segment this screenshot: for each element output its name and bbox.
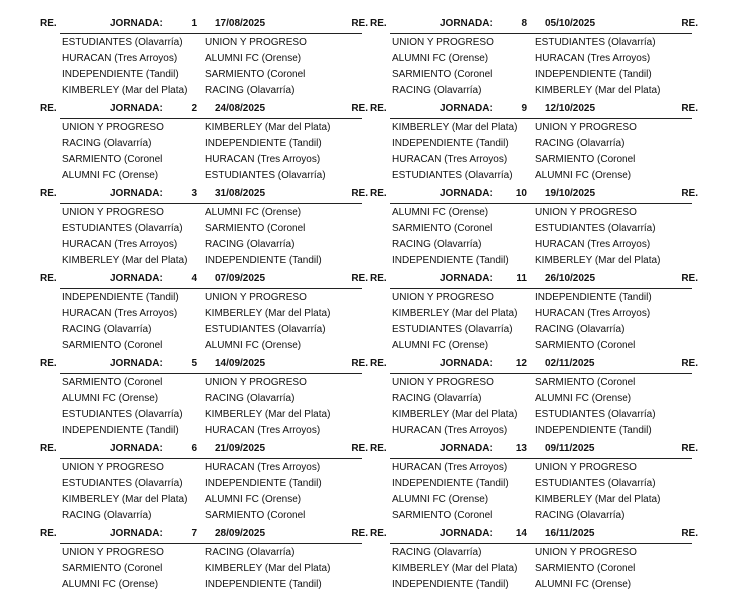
jornada-date: 19/10/2025: [545, 188, 596, 199]
away-team: SARMIENTO (Coronel: [535, 154, 636, 165]
jornada-header: [370, 102, 698, 116]
jornada-block: [370, 17, 698, 101]
re-label: RE.: [40, 103, 57, 114]
jornada-label: JORNADA:: [440, 528, 493, 539]
match-row: [62, 168, 368, 184]
home-team: SARMIENTO (Coronel: [392, 69, 493, 80]
home-team: ESTUDIANTES (Olavarría): [62, 223, 183, 234]
home-team: UNION Y PROGRESO: [62, 207, 164, 218]
jornada-header: [40, 102, 368, 116]
jornada-block: [370, 527, 698, 611]
away-team: KIMBERLEY (Mar del Plata): [205, 122, 331, 133]
jornada-number: 3: [191, 188, 197, 199]
home-team: SARMIENTO (Coronel: [392, 223, 493, 234]
jornada-header: [370, 187, 698, 201]
re-label: RE.: [370, 103, 387, 114]
match-row: [392, 391, 698, 407]
away-team: RACING (Olavarría): [535, 510, 625, 521]
match-row: [392, 290, 698, 306]
match-list: [62, 205, 368, 269]
match-list: [62, 35, 368, 99]
away-team: ESTUDIANTES (Olavarría): [535, 478, 656, 489]
jornada-header: [370, 442, 698, 456]
jornada-label: JORNADA:: [110, 358, 163, 369]
home-team: UNION Y PROGRESO: [392, 37, 494, 48]
home-team: SARMIENTO (Coronel: [62, 563, 163, 574]
re-label: RE.: [40, 528, 57, 539]
away-team: INDEPENDIENTE (Tandil): [535, 292, 652, 303]
away-team: SARMIENTO (Coronel: [205, 69, 306, 80]
match-list: [392, 35, 698, 99]
jornada-block: [40, 357, 368, 441]
home-team: ALUMNI FC (Orense): [392, 340, 489, 351]
re-label: RE.: [40, 358, 57, 369]
match-row: [62, 375, 368, 391]
jornada-date: 26/10/2025: [545, 273, 596, 284]
jornada-header: [40, 17, 368, 31]
match-row: [392, 492, 698, 508]
match-row: [62, 67, 368, 83]
match-row: [62, 508, 368, 524]
jornada-number: 1: [191, 18, 197, 29]
header-divider: [60, 458, 362, 459]
home-team: HURACAN (Tres Arroyos): [392, 425, 508, 436]
match-list: [392, 290, 698, 354]
header-divider: [390, 203, 692, 204]
match-row: [392, 67, 698, 83]
match-row: [392, 577, 698, 593]
home-team: ALUMNI FC (Orense): [62, 170, 159, 181]
re-label: RE.: [681, 273, 698, 284]
jornada-number: 11: [516, 273, 527, 284]
match-row: [62, 338, 368, 354]
home-team: ALUMNI FC (Orense): [392, 494, 489, 505]
home-team: ESTUDIANTES (Olavarría): [62, 37, 183, 48]
re-label: RE.: [40, 443, 57, 454]
match-list: [62, 460, 368, 524]
match-list: [392, 375, 698, 439]
jornada-label: JORNADA:: [110, 273, 163, 284]
away-team: KIMBERLEY (Mar del Plata): [205, 308, 331, 319]
away-team: INDEPENDIENTE (Tandil): [205, 138, 322, 149]
re-label: RE.: [370, 273, 387, 284]
jornada-label: JORNADA:: [110, 443, 163, 454]
home-team: ALUMNI FC (Orense): [392, 207, 489, 218]
home-team: ALUMNI FC (Orense): [392, 53, 489, 64]
match-row: [392, 508, 698, 524]
re-label: RE.: [370, 528, 387, 539]
home-team: ESTUDIANTES (Olavarría): [392, 324, 513, 335]
jornada-label: JORNADA:: [440, 103, 493, 114]
home-team: ESTUDIANTES (Olavarría): [62, 478, 183, 489]
jornada-block: [370, 442, 698, 526]
jornada-label: JORNADA:: [440, 358, 493, 369]
match-list: [62, 375, 368, 439]
header-divider: [390, 543, 692, 544]
away-team: ALUMNI FC (Orense): [535, 579, 632, 590]
re-label: RE.: [351, 358, 368, 369]
jornada-header: [40, 527, 368, 541]
away-team: HURACAN (Tres Arroyos): [205, 462, 321, 473]
jornada-date: 17/08/2025: [215, 18, 266, 29]
away-team: HURACAN (Tres Arroyos): [205, 154, 321, 165]
match-row: [392, 561, 698, 577]
match-row: [392, 221, 698, 237]
home-team: RACING (Olavarría): [392, 85, 482, 96]
match-row: [62, 407, 368, 423]
match-row: [62, 577, 368, 593]
home-team: RACING (Olavarría): [62, 510, 152, 521]
home-team: RACING (Olavarría): [392, 239, 482, 250]
home-team: INDEPENDIENTE (Tandil): [392, 255, 509, 266]
jornada-number: 8: [521, 18, 527, 29]
jornada-number: 2: [191, 103, 197, 114]
jornada-date: 12/10/2025: [545, 103, 596, 114]
away-team: RACING (Olavarría): [205, 547, 295, 558]
header-divider: [60, 33, 362, 34]
header-divider: [60, 203, 362, 204]
home-team: SARMIENTO (Coronel: [62, 154, 163, 165]
match-row: [62, 237, 368, 253]
away-team: KIMBERLEY (Mar del Plata): [205, 563, 331, 574]
away-team: SARMIENTO (Coronel: [535, 563, 636, 574]
re-label: RE.: [40, 273, 57, 284]
away-team: SARMIENTO (Coronel: [205, 223, 306, 234]
home-team: UNION Y PROGRESO: [62, 462, 164, 473]
jornada-label: JORNADA:: [440, 273, 493, 284]
re-label: RE.: [681, 103, 698, 114]
jornada-block: [40, 102, 368, 186]
home-team: RACING (Olavarría): [392, 393, 482, 404]
match-row: [392, 152, 698, 168]
away-team: UNION Y PROGRESO: [535, 122, 637, 133]
home-team: KIMBERLEY (Mar del Plata): [392, 122, 518, 133]
home-team: ALUMNI FC (Orense): [62, 579, 159, 590]
jornada-date: 28/09/2025: [215, 528, 266, 539]
away-team: RACING (Olavarría): [535, 138, 625, 149]
match-list: [392, 545, 698, 593]
header-divider: [60, 543, 362, 544]
jornada-header: [40, 357, 368, 371]
away-team: SARMIENTO (Coronel: [205, 510, 306, 521]
away-team: HURACAN (Tres Arroyos): [535, 53, 651, 64]
match-row: [392, 322, 698, 338]
match-list: [392, 205, 698, 269]
away-team: SARMIENTO (Coronel: [535, 377, 636, 388]
jornada-header: [370, 17, 698, 31]
header-divider: [60, 373, 362, 374]
away-team: HURACAN (Tres Arroyos): [205, 425, 321, 436]
away-team: INDEPENDIENTE (Tandil): [535, 425, 652, 436]
away-team: ALUMNI FC (Orense): [535, 170, 632, 181]
match-row: [62, 205, 368, 221]
match-row: [392, 205, 698, 221]
home-team: ESTUDIANTES (Olavarría): [62, 409, 183, 420]
away-team: KIMBERLEY (Mar del Plata): [535, 255, 661, 266]
away-team: RACING (Olavarría): [205, 393, 295, 404]
match-list: [392, 460, 698, 524]
re-label: RE.: [681, 358, 698, 369]
home-team: KIMBERLEY (Mar del Plata): [62, 494, 188, 505]
match-list: [62, 290, 368, 354]
jornada-header: [370, 272, 698, 286]
jornada-block: [370, 357, 698, 441]
away-team: RACING (Olavarría): [535, 324, 625, 335]
away-team: UNION Y PROGRESO: [205, 292, 307, 303]
jornada-number: 14: [515, 528, 527, 539]
jornada-header: [40, 272, 368, 286]
away-team: INDEPENDIENTE (Tandil): [205, 579, 322, 590]
match-row: [392, 476, 698, 492]
jornada-number: 13: [515, 443, 527, 454]
away-team: ESTUDIANTES (Olavarría): [535, 409, 656, 420]
jornada-number: 4: [191, 273, 197, 284]
re-label: RE.: [681, 443, 698, 454]
re-label: RE.: [681, 18, 698, 29]
home-team: HURACAN (Tres Arroyos): [392, 154, 508, 165]
jornada-date: 05/10/2025: [545, 18, 596, 29]
away-team: HURACAN (Tres Arroyos): [535, 239, 651, 250]
re-label: RE.: [681, 188, 698, 199]
jornada-date: 31/08/2025: [215, 188, 266, 199]
home-team: SARMIENTO (Coronel: [62, 340, 163, 351]
match-row: [62, 221, 368, 237]
away-team: ALUMNI FC (Orense): [535, 393, 632, 404]
jornada-label: JORNADA:: [110, 528, 163, 539]
jornada-block: [40, 272, 368, 356]
away-team: ESTUDIANTES (Olavarría): [205, 324, 326, 335]
match-row: [62, 476, 368, 492]
away-team: INDEPENDIENTE (Tandil): [205, 255, 322, 266]
away-team: UNION Y PROGRESO: [535, 547, 637, 558]
match-row: [392, 338, 698, 354]
match-row: [62, 152, 368, 168]
jornada-block: [40, 442, 368, 526]
jornada-date: 02/11/2025: [545, 358, 595, 369]
match-row: [62, 253, 368, 269]
header-divider: [60, 118, 362, 119]
jornada-date: 09/11/2025: [545, 443, 595, 454]
away-team: ESTUDIANTES (Olavarría): [535, 223, 656, 234]
home-team: KIMBERLEY (Mar del Plata): [62, 255, 188, 266]
away-team: KIMBERLEY (Mar del Plata): [535, 85, 661, 96]
home-team: RACING (Olavarría): [392, 547, 482, 558]
jornada-number: 10: [515, 188, 527, 199]
jornada-label: JORNADA:: [440, 188, 493, 199]
jornada-date: 14/09/2025: [215, 358, 266, 369]
match-row: [392, 545, 698, 561]
match-row: [392, 423, 698, 439]
home-team: INDEPENDIENTE (Tandil): [62, 425, 179, 436]
home-team: KIMBERLEY (Mar del Plata): [392, 308, 518, 319]
match-row: [62, 492, 368, 508]
jornada-block: [40, 527, 368, 611]
match-row: [62, 51, 368, 67]
away-team: RACING (Olavarría): [205, 239, 295, 250]
match-row: [392, 460, 698, 476]
jornada-label: JORNADA:: [110, 103, 163, 114]
match-row: [392, 83, 698, 99]
match-row: [62, 120, 368, 136]
home-team: HURACAN (Tres Arroyos): [62, 239, 178, 250]
match-row: [62, 136, 368, 152]
home-team: INDEPENDIENTE (Tandil): [392, 579, 509, 590]
match-list: [392, 120, 698, 184]
away-team: INDEPENDIENTE (Tandil): [205, 478, 322, 489]
away-team: ALUMNI FC (Orense): [205, 494, 302, 505]
home-team: RACING (Olavarría): [62, 138, 152, 149]
match-row: [62, 561, 368, 577]
home-team: UNION Y PROGRESO: [392, 377, 494, 388]
home-team: KIMBERLEY (Mar del Plata): [392, 409, 518, 420]
away-team: ESTUDIANTES (Olavarría): [535, 37, 656, 48]
re-label: RE.: [351, 528, 368, 539]
re-label: RE.: [351, 18, 368, 29]
re-label: RE.: [370, 188, 387, 199]
match-row: [62, 545, 368, 561]
home-team: SARMIENTO (Coronel: [62, 377, 163, 388]
home-team: SARMIENTO (Coronel: [392, 510, 493, 521]
away-team: SARMIENTO (Coronel: [535, 340, 636, 351]
match-row: [392, 168, 698, 184]
away-team: INDEPENDIENTE (Tandil): [535, 69, 652, 80]
match-row: [62, 290, 368, 306]
jornada-number: 7: [191, 528, 197, 539]
match-row: [62, 306, 368, 322]
jornada-date: 16/11/2025: [545, 528, 595, 539]
match-row: [62, 460, 368, 476]
home-team: INDEPENDIENTE (Tandil): [392, 138, 509, 149]
jornada-block: [370, 102, 698, 186]
match-row: [392, 375, 698, 391]
header-divider: [60, 288, 362, 289]
away-team: KIMBERLEY (Mar del Plata): [205, 409, 331, 420]
away-team: UNION Y PROGRESO: [535, 207, 637, 218]
re-label: RE.: [351, 273, 368, 284]
match-row: [392, 136, 698, 152]
re-label: RE.: [370, 443, 387, 454]
home-team: ALUMNI FC (Orense): [62, 393, 159, 404]
away-team: UNION Y PROGRESO: [205, 377, 307, 388]
home-team: KIMBERLEY (Mar del Plata): [392, 563, 518, 574]
re-label: RE.: [351, 443, 368, 454]
jornada-block: [370, 272, 698, 356]
match-row: [392, 407, 698, 423]
jornada-label: JORNADA:: [440, 18, 493, 29]
header-divider: [390, 118, 692, 119]
jornada-number: 12: [515, 358, 527, 369]
header-divider: [390, 458, 692, 459]
home-team: HURACAN (Tres Arroyos): [62, 308, 178, 319]
jornada-header: [370, 527, 698, 541]
away-team: KIMBERLEY (Mar del Plata): [535, 494, 661, 505]
jornada-label: JORNADA:: [440, 443, 493, 454]
home-team: UNION Y PROGRESO: [392, 292, 494, 303]
home-team: UNION Y PROGRESO: [62, 122, 164, 133]
home-team: KIMBERLEY (Mar del Plata): [62, 85, 188, 96]
jornada-block: [40, 17, 368, 101]
match-row: [392, 253, 698, 269]
re-label: RE.: [40, 18, 57, 29]
away-team: RACING (Olavarría): [205, 85, 295, 96]
jornada-number: 5: [191, 358, 197, 369]
jornada-header: [370, 357, 698, 371]
re-label: RE.: [370, 18, 387, 29]
away-team: ESTUDIANTES (Olavarría): [205, 170, 326, 181]
re-label: RE.: [40, 188, 57, 199]
match-row: [62, 391, 368, 407]
jornada-header: [40, 187, 368, 201]
away-team: HURACAN (Tres Arroyos): [535, 308, 651, 319]
re-label: RE.: [681, 528, 698, 539]
match-row: [392, 51, 698, 67]
match-row: [392, 120, 698, 136]
jornada-number: 6: [191, 443, 197, 454]
jornada-label: JORNADA:: [110, 188, 163, 199]
jornada-block: [40, 187, 368, 271]
away-team: UNION Y PROGRESO: [535, 462, 637, 473]
match-row: [62, 423, 368, 439]
jornada-block: [370, 187, 698, 271]
header-divider: [390, 373, 692, 374]
jornada-date: 24/08/2025: [215, 103, 266, 114]
jornada-label: JORNADA:: [110, 18, 163, 29]
match-row: [392, 306, 698, 322]
jornada-number: 9: [521, 103, 527, 114]
home-team: INDEPENDIENTE (Tandil): [392, 478, 509, 489]
home-team: UNION Y PROGRESO: [62, 547, 164, 558]
match-row: [62, 35, 368, 51]
home-team: INDEPENDIENTE (Tandil): [62, 292, 179, 303]
match-list: [62, 120, 368, 184]
home-team: HURACAN (Tres Arroyos): [392, 462, 508, 473]
away-team: ALUMNI FC (Orense): [205, 340, 302, 351]
jornada-date: 21/09/2025: [215, 443, 266, 454]
match-row: [62, 83, 368, 99]
away-team: UNION Y PROGRESO: [205, 37, 307, 48]
jornada-header: [40, 442, 368, 456]
home-team: HURACAN (Tres Arroyos): [62, 53, 178, 64]
home-team: RACING (Olavarría): [62, 324, 152, 335]
re-label: RE.: [351, 103, 368, 114]
away-team: ALUMNI FC (Orense): [205, 53, 302, 64]
match-row: [392, 237, 698, 253]
match-row: [392, 35, 698, 51]
header-divider: [390, 33, 692, 34]
header-divider: [390, 288, 692, 289]
home-team: INDEPENDIENTE (Tandil): [62, 69, 179, 80]
jornada-date: 07/09/2025: [215, 273, 266, 284]
home-team: ESTUDIANTES (Olavarría): [392, 170, 513, 181]
re-label: RE.: [351, 188, 368, 199]
match-list: [62, 545, 368, 593]
away-team: ALUMNI FC (Orense): [205, 207, 302, 218]
re-label: RE.: [370, 358, 387, 369]
match-row: [62, 322, 368, 338]
